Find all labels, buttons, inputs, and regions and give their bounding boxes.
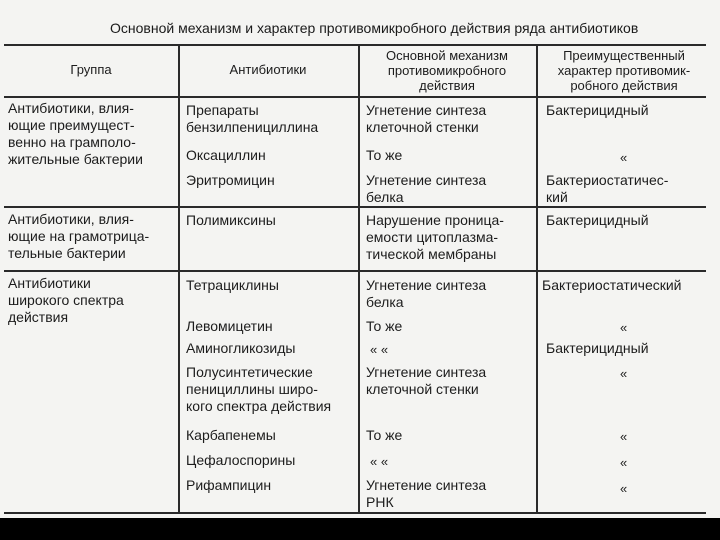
group-broad-spectrum: Антибиотики широкого спектра действия bbox=[8, 275, 124, 325]
col-divider-2 bbox=[358, 44, 360, 514]
antibiotic-levomycetin: Левомицетин bbox=[186, 318, 273, 334]
rule-group-1 bbox=[4, 206, 706, 208]
mechanism-row-9: То же bbox=[366, 427, 403, 443]
rule-top bbox=[4, 44, 706, 46]
mechanism-row-7: « « bbox=[370, 342, 389, 357]
antibiotic-cephalosporins: Цефалоспорины bbox=[186, 452, 296, 468]
character-row-10: « bbox=[620, 455, 628, 470]
mechanism-row-8: Угнетение синтеза клеточной стенки bbox=[366, 364, 487, 397]
header-group: Группа bbox=[70, 62, 112, 77]
rule-header bbox=[4, 96, 706, 98]
character-row-1: Бактерицидный bbox=[546, 102, 649, 118]
character-row-3: Бактериостатичес- кий bbox=[546, 172, 669, 205]
rule-bottom bbox=[4, 512, 706, 514]
group-gram-positive: Антибиотики, влия- ющие преимущест- венно на грамполо- жительные бактерии bbox=[8, 100, 143, 167]
header-mechanism: Основной механизм противомикробного действия bbox=[385, 48, 508, 93]
antibiotic-rifampicin: Рифампицин bbox=[186, 477, 272, 493]
mechanism-row-4: Нарушение проница- емости цитоплазма- тической мембраны bbox=[366, 212, 504, 262]
character-row-6: « bbox=[620, 320, 628, 335]
antibiotic-oxacillin: Оксациллин bbox=[186, 147, 266, 163]
antibiotic-tetracyclines: Тетрациклины bbox=[186, 277, 279, 293]
character-row-7: Бактерицидный bbox=[546, 340, 649, 356]
character-row-9: « bbox=[620, 429, 628, 444]
mechanism-row-10: « « bbox=[370, 454, 389, 469]
rule-group-2 bbox=[4, 270, 706, 272]
antibiotic-erythromycin: Эритромицин bbox=[186, 172, 275, 188]
mechanism-row-2: То же bbox=[366, 147, 403, 163]
mechanism-row-11: Угнетение синтеза РНК bbox=[366, 477, 487, 510]
col-divider-1 bbox=[178, 44, 180, 514]
character-row-8: « bbox=[620, 366, 628, 381]
table-title: Основной механизм и характер противомикробного действия ряда антибиотиков bbox=[110, 20, 639, 36]
antibiotic-benzylpenicillin: Препараты бензилпенициллина bbox=[186, 102, 319, 135]
bottom-border bbox=[0, 518, 720, 540]
antibiotic-aminoglycosides: Аминогликозиды bbox=[186, 340, 296, 356]
mechanism-row-3: Угнетение синтеза белка bbox=[366, 172, 487, 205]
antibiotic-semisynthetic-penicillins: Полусинтетические пенициллины широ- кого спектра действия bbox=[186, 364, 332, 414]
character-row-2: « bbox=[620, 150, 628, 165]
antibiotic-polymyxins: Полимиксины bbox=[186, 212, 276, 228]
mechanism-row-6: То же bbox=[366, 318, 403, 334]
header-character: Преимущественный характер противомик- робного действия bbox=[557, 48, 691, 93]
mechanism-row-5: Угнетение синтеза белка bbox=[366, 277, 487, 310]
header-antibiotics: Антибиотики bbox=[229, 62, 307, 77]
mechanism-row-1: Угнетение синтеза клеточной стенки bbox=[366, 102, 487, 135]
col-divider-3 bbox=[536, 44, 538, 514]
antibiotic-carbapenems: Карбапенемы bbox=[186, 427, 276, 443]
character-row-11: « bbox=[620, 481, 628, 496]
character-row-5: Бактериостатический bbox=[542, 277, 682, 293]
character-row-4: Бактерицидный bbox=[546, 212, 649, 228]
group-gram-negative: Антибиотики, влия- ющие на грамотрица- тельные бактерии bbox=[8, 211, 150, 261]
